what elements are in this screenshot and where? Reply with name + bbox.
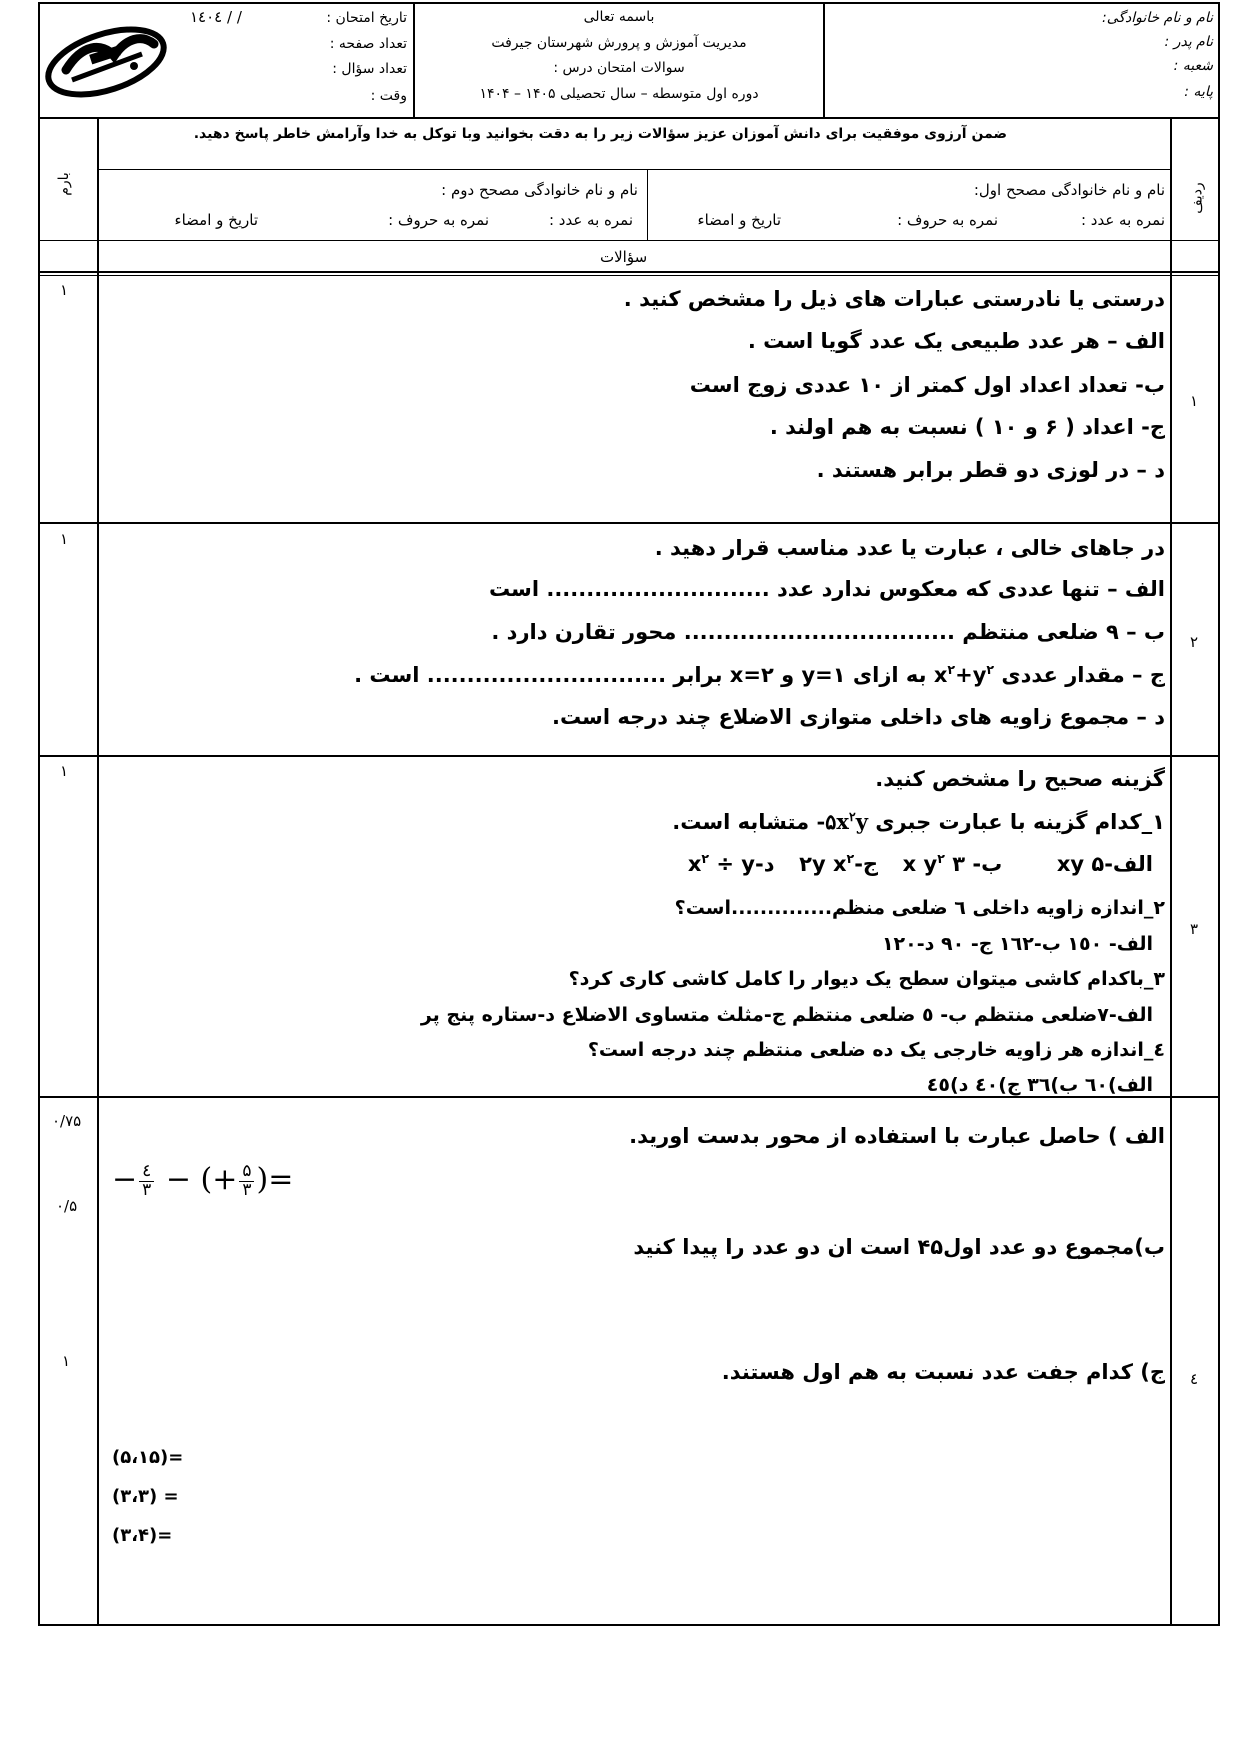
q1-number: ۱ — [1190, 392, 1199, 410]
q1-part-a: الف – هر عدد طبیعی یک عدد گویا است . — [747, 329, 1165, 353]
education-office: مدیریت آموزش و پرورش شهرستان جیرفت — [491, 35, 747, 51]
q2-instruction: در جاهای خالی ، عبارت یا عدد مناسب قرار دهید . — [654, 536, 1165, 560]
questions-heading: سؤالات — [600, 248, 648, 266]
score-column-label: بارم — [55, 172, 72, 196]
q2-part-d: د – مجموع زاویه های داخلی متوازی الاضلاع چند درجه است. — [551, 705, 1165, 729]
q2-expression: $x^۲+y^۲$ — [933, 662, 995, 687]
q4-pair-1: (۵،۱۵)= — [112, 1447, 184, 1468]
grader1-score-words: نمره به حروف : — [897, 211, 998, 229]
grader1-signature: تاریخ و امضاء — [697, 211, 781, 229]
q1-part-c: ج- اعداد ( ۶ و ۱۰ ) نسبت به هم اولند . — [769, 415, 1165, 439]
q3-instruction: گزینه صحیح را مشخص کنید. — [875, 767, 1165, 791]
q4-expression: − $\frac{٤}{۳}$ − (+ $\frac{۵}{۳}$ )= — [112, 1160, 294, 1200]
q3-sub3: ۳_باکدام کاشی میتوان سطح یک دیوار را کامل کاشی کاری کرد؟ — [568, 968, 1165, 990]
q3-sub1: ۱_کدام گزینه با عبارت جبری $-۵x^۲y$ متشابه است. — [672, 809, 1165, 834]
grader2-name-label: نام و نام خانوادگی مصحح دوم : — [441, 181, 638, 199]
school-year: دوره اول متوسطه – سال تحصیلی ۱۴۰۵ – ۱۴۰۴ — [479, 86, 759, 102]
q4-number: ٤ — [1190, 1370, 1199, 1388]
q3-sub1-option-b: ب- ۳ x $y^۲$ — [902, 851, 1003, 876]
q2-part-c-suffix: برابر .............................. است . — [354, 663, 730, 687]
q4-pair-3: (۳،۴)= — [112, 1525, 173, 1546]
q1-score: ۱ — [60, 281, 69, 299]
q2-part-b: ب – ۹ ضلعی منتظم .................................. محور تقارن دارد . — [491, 620, 1165, 644]
q3-sub2: ۲_اندازه زاویه داخلی ٦ ضلعی منظم..............است؟ — [674, 897, 1165, 919]
q4-part-b: ب)مجموع دو عدد اول۴۵ است ان دو عدد را پیدا کنید — [633, 1235, 1165, 1259]
q4-part-c: ج) کدام جفت عدد نسبت به هم اول هستند. — [721, 1360, 1165, 1384]
exam-date-value: / / ۱٤۰٤ — [190, 8, 242, 26]
intro-text: ضمن آرزوی موفقیت برای دانش آموزان عزیز سؤالات زیر را به دقت بخوانید وبا توکل به خدا وآرامش خاطر پاسخ دهید. — [193, 126, 1007, 142]
q3-sub1-options — [688, 851, 1153, 876]
grader1-score-number: نمره به عدد : — [1080, 211, 1165, 229]
student-name-label: نام و نام خانوادگی: — [1102, 10, 1213, 26]
question-count-label: تعداد سؤال : — [332, 61, 407, 77]
q2-condition: y=۱ و x=۲ — [729, 663, 846, 687]
q3-score: ۱ — [60, 762, 69, 780]
q4-pair-2: (۳،۳) = — [112, 1486, 179, 1507]
q3-sub1-option-c: ج-۲y $x^۲$ — [799, 851, 879, 876]
q4-score-a: ۰/۷۵ — [52, 1112, 82, 1130]
q4-score-c: ۱ — [62, 1352, 71, 1370]
father-name-label: نام پدر : — [1164, 34, 1213, 50]
q3-number: ۳ — [1190, 920, 1199, 938]
q2-part-c — [354, 662, 1165, 687]
q3-sub2-options: الف- ۱٥۰ ب-١٦٢ ج- ۹۰ د-١٢٠ — [881, 933, 1153, 955]
q2-number: ۲ — [1190, 633, 1199, 651]
q3-sub1-option-a: الف-۵ xy — [1056, 852, 1153, 876]
q4-part-a: الف ) حاصل عبارت با استفاده از محور بدست اورید. — [629, 1124, 1165, 1148]
grader1-name-label: نام و نام خانوادگی مصحح اول: — [973, 181, 1165, 199]
q2-part-a: الف – تنها عددی که معکوس ندارد عدد ............................ است — [488, 577, 1165, 601]
q1-instruction: درستی یا نادرستی عبارات های ذیل را مشخص کنید . — [623, 287, 1165, 311]
basmala: باسمه تعالی — [583, 9, 655, 25]
q3-sub4-options: الف)٦۰ ب)٣٦ ج)٤۰ د)٤٥ — [926, 1074, 1153, 1096]
q2-part-c-middle: به ازای — [845, 663, 934, 687]
grader2-score-number: نمره به عدد : — [548, 211, 633, 229]
time-label: وقت : — [370, 88, 407, 104]
row-column-label: ردیف — [1189, 182, 1206, 214]
exam-date-label: تاریخ امتحان : — [326, 10, 407, 26]
page-count-label: تعداد صفحه : — [329, 36, 407, 52]
q3-sub4: ٤_اندازه هر زاویه خارجی یک ده ضلعی منتظم چند درجه است؟ — [587, 1039, 1165, 1061]
class-section-label: شعبه : — [1173, 58, 1213, 74]
grader2-signature: تاریخ و امضاء — [174, 211, 258, 229]
q2-score: ۱ — [60, 530, 69, 548]
q4-score-b: ۰/۵ — [56, 1197, 78, 1215]
q3-sub3-options: الف-۷ضلعی منتظم ب- ٥ ضلعی منتظم ج-مثلث متساوی الاضلاع د-ستاره پنج پر — [420, 1004, 1153, 1026]
q1-part-b: ب- تعداد اعداد اول کمتر از ۱۰ عددی زوج است — [689, 373, 1165, 397]
q2-part-c-prefix: ج – مقدار عددی — [994, 663, 1165, 687]
grade-label: پایه : — [1184, 84, 1213, 100]
q3-sub1-option-d: $د-x^۲ \div y$ — [687, 851, 775, 876]
exam-subject-label: سوالات امتحان درس : — [553, 60, 685, 76]
q3-sub1-expression: $-۵x^۲y$ — [816, 809, 868, 834]
q1-part-d: د – در لوزی دو قطر برابر هستند . — [816, 458, 1165, 482]
q4-fraction-2: $\frac{۵}{۳}$ — [239, 1163, 254, 1200]
grader2-score-words: نمره به حروف : — [388, 211, 489, 229]
school-logo — [42, 14, 170, 106]
q4-fraction-1: $\frac{٤}{۳}$ — [139, 1163, 154, 1200]
